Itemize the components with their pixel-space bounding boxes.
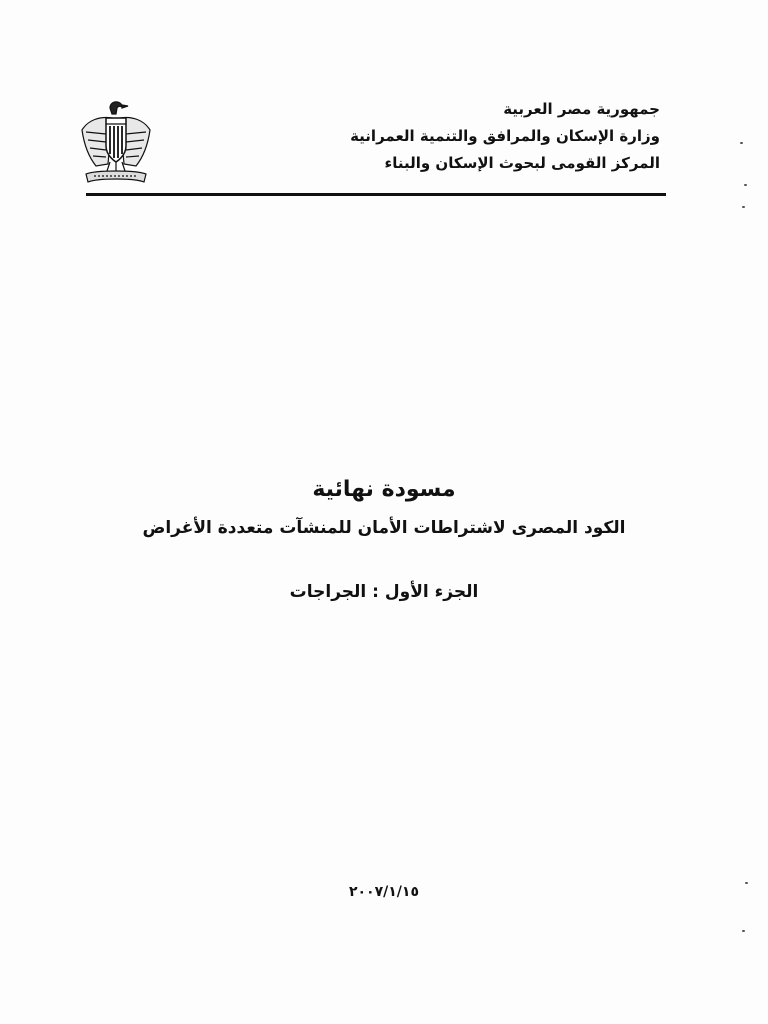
scan-speck: [745, 882, 748, 884]
scan-speck: [742, 206, 745, 208]
document-title: مسودة نهائية: [312, 477, 456, 502]
header-ministry: وزارة الإسكان والمرافق والتنمية العمرانية: [350, 127, 660, 145]
scan-speck: [744, 184, 747, 186]
header-center: المركز القومى لبحوث الإسكان والبناء: [384, 154, 660, 172]
header-divider: [86, 193, 666, 196]
eagle-emblem-icon: [76, 94, 156, 194]
letterhead: [260, 96, 660, 177]
document-part: الجزء الأول : الجراجات: [289, 582, 479, 602]
document-date: ٢٠٠٧/١/١٥: [348, 884, 420, 900]
header-country: جمهورية مصر العربية: [503, 100, 660, 118]
document-subtitle: الكود المصرى لاشتراطات الأمان للمنشآت متعددة الأغراض: [142, 518, 626, 538]
scan-speck: [740, 142, 743, 144]
scan-speck: [742, 930, 745, 932]
